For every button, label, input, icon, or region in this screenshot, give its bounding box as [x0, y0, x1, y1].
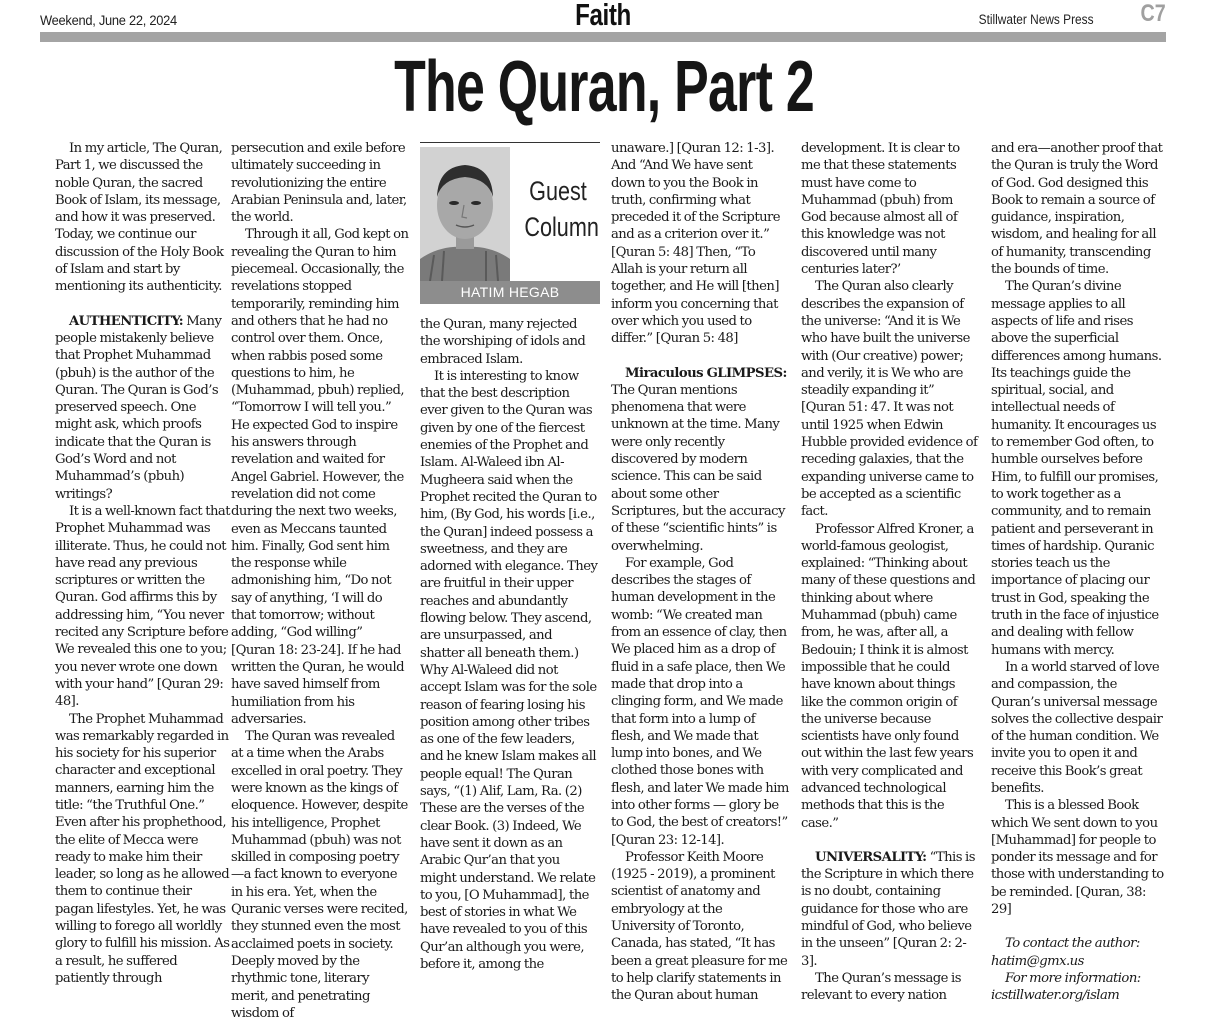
- paragraph: UNIVERSALITY: “This is the Scripture in which there is no doubt, containing guidance for those who are mindful of God, who believe in the unseen” [Quran 2: 2-3].: [801, 849, 975, 969]
- contact-label: To contact the author:: [1005, 936, 1140, 952]
- paragraph: the Quran, many rejected the worshiping of idols and embraced Islam.: [420, 317, 586, 367]
- author-photo: [420, 147, 510, 281]
- author-email-link[interactable]: hatim@gmx.us: [991, 953, 1084, 969]
- guest-column-box: [420, 142, 600, 306]
- paragraph: development. It is clear to me that these statements must have come to Muhammad (pbuh) from God because almost all of this knowledge was not discovered until many centuries later?’: [801, 141, 960, 278]
- paragraph: The Quran’s divine message applies to all aspects of life and rises above the superficial differences among humans. Its teachings guide the spiritual, social, and intellectual needs of humanity. It encourages us to remember God often, to humble ourselves before Him, to fulfill our promises, to work together as a community, and to remain patient and perseverant in times of hardship. Quranic stories teach us the importance of placing our trust in God, speaking the truth in the face of injustice and dealing with fellow humans with mercy.: [991, 279, 1162, 658]
- subhead-miraculous-glimpses: Miraculous GLIMPSES:: [625, 365, 787, 381]
- paragraph: For example, God describes the stages of human development in the womb: “We created man from an essence of clay, then We placed him as a drop of fluid in a safe place, then We made that drop into a clinging form, and We made that form into a lump of flesh, and We made that lump into bones, and We clothed those bones with flesh, and later We made him into other forms — glory be to God, the best of creators!” [Quran 23: 12-14].: [611, 555, 789, 848]
- paragraph: unaware.] [Quran 12: 1-3]. And “And We have sent down to you the Book in truth, confirming what preceded it of the Scripture and as a criterion over it.” [Quran 5: 48] Then, “To Allah is your return all together, and He will [then] inform you concerning that over which you used to differ.” [Quran 5: 48]: [611, 141, 781, 347]
- article-column-5: [801, 140, 979, 1005]
- paragraph: It is interesting to know that the best description ever given to the Quran was given by one of the fiercest enemies of the Prophet and Islam. Al-Waleed ibn Al-Mugheera said when the Prophet recited the Quran to him, (By God, his words [i.e., the Quran] indeed possess a sweetness, and they are adorned with elegance. They are fruitful in their upper reaches and abundantly flowing below. They ascend, are unsurpassed, and shatter all beneath them.) Why Al-Waleed did not accept Islam was for the sole reason of fearing losing his position among other tribes as one of the few leaders, and he knew Islam makes all people equal! The Quran says, “(1) Alif, Lam, Ra. (2) These are the verses of the clear Book. (3) Indeed, We have sent it down as an Arabic Qur’an that you might understand. We relate to you, [O Muhammad], the best of stories in what We have revealed to you of this Qur’an although you were, before it, among the: [420, 368, 598, 972]
- section-rule: [40, 32, 1166, 42]
- paragraph: This is a blessed Book which We sent down to you [Muhammad] for people to ponder its message and for those with understanding to be reminded. [Quran, 38: 29]: [991, 798, 1164, 918]
- paragraph: persecution and exile before ultimately succeeding in revolutionizing the entire Arabian Peninsula and, later, the world.: [231, 141, 407, 226]
- section-name: Faith: [575, 0, 631, 32]
- more-info-link[interactable]: icstillwater.org/islam: [991, 988, 1120, 1004]
- guest-column-label: Guest Column: [524, 176, 599, 242]
- paragraph: Miraculous GLIMPSES: The Quran mentions phenomena that were unknown at the time. Many were only recently discovered by modern science. This can be said about some other Scriptures, but the accuracy of these “scientific hints” is overwhelming.: [611, 365, 787, 554]
- author-byline: HATIM HEGAB: [420, 281, 600, 304]
- paragraph: The Quran’s message is relevant to every nation: [801, 970, 961, 1004]
- subhead-authenticity: AUTHENTICITY:: [69, 313, 184, 329]
- newspaper-name: Stillwater News Press: [979, 12, 1094, 27]
- paragraph: AUTHENTICITY: Many people mistakenly believe that Prophet Muhammad (pbuh) is the author of the Quran. The Quran is God’s preserved speech. One might ask, which proofs indicate that the Quran is God’s Word and not Muhammad’s (pbuh) writings?: [55, 313, 222, 502]
- article-column-2: [231, 140, 409, 1022]
- author-portrait-icon: [420, 147, 510, 281]
- paragraph: In a world starved of love and compassion, the Quran’s universal message solves the collective despair of the human condition. We invite you to open it and receive this Book’s great benefits.: [991, 659, 1163, 796]
- paragraph: Professor Keith Moore (1925 - 2019), a prominent scientist of anatomy and embryology at the University of Toronto, Canada, has stated, “It has been a great pleasure for me to help clarify statements in the Quran about human: [611, 849, 788, 1004]
- paragraph: It is a well-known fact that Prophet Muhammad was illiterate. Thus, he could not have read any previous scriptures or written the Quran. God affirms this by addressing him, “You never recited any Scripture before We revealed this one to you; you never wrote one down with your hand” [Quran 29: 48].: [55, 503, 230, 710]
- page-number: C7: [1140, 0, 1166, 27]
- paragraph: The Prophet Muhammad was remarkably regarded in his society for his superior character and exceptional manners, earning him the title: “the Truthful One.” Even after his prophethood, the elite of Mecca were ready to make him their leader, so long as he allowed them to continue their pagan lifestyles. Yet, he was willing to forego all worldly glory to fulfill his mission. As a result, he suffered patiently through: [55, 711, 230, 986]
- paragraph: Professor Alfred Kroner, a world-famous geologist, explained: “Thinking about many of these questions and thinking about where Muhammad (pbuh) came from, he was, after all, a Bedouin; I think it is almost impossible that he could have known about things like the common origin of the universe because scientists have only found out within the last few years with very complicated and advanced technological methods that this is the case.”: [801, 521, 976, 831]
- article-column-3: [420, 316, 598, 973]
- issue-date: Weekend, June 22, 2024: [40, 12, 177, 28]
- paragraph: The Quran also clearly describes the expansion of the universe: “And it is We who have built the universe with (Our creative) power; and verily, it is We who are steadily expanding it” [Quran 51: 47. It was not until 1925 when Edwin Hubble provided evidence of receding galaxies, that the expanding universe came to be accepted as a scientific fact.: [801, 279, 978, 520]
- article-headline: The Quran, Part 2: [394, 47, 814, 127]
- article-column-1: [55, 140, 233, 987]
- paragraph: Through it all, God kept on revealing the Quran to him piecemeal. Occasionally, the revelations stopped temporarily, reminding him and others that he had no control over them. Once, when rabbis posed some questions to him, he (Muhammad, pbuh) replied, “Tomorrow I will tell you.” He expected God to inspire his answers through revelation and waited for Angel Gabriel. However, the revelation did not come during the next two weeks, even as Meccans taunted him. Finally, God sent him the response while admonishing him, “Do not say of anything, ‘I will do that tomorrow; without adding, “God willing” [Quran 18: 23-24]. If he had written the Quran, he would have saved himself from humiliation from his adversaries.: [231, 227, 409, 727]
- more-info-label: For more information:: [1005, 970, 1141, 986]
- paragraph: In my article, The Quran, Part 1, we discussed the noble Quran, the sacred Book of Islam, its message, and how it was preserved. Today, we continue our discussion of the Holy Book of Islam and start by mentioning its authenticity.: [55, 141, 224, 295]
- subhead-universality: UNIVERSALITY:: [815, 849, 927, 865]
- paragraph: and era—another proof that the Quran is truly the Word of God. God designed this Book to remain a source of guidance, inspiration, wisdom, and healing for all of humanity, transcending the bounds of time.: [991, 141, 1163, 278]
- article-column-6: [991, 140, 1169, 1005]
- paragraph: The Quran was revealed at a time when the Arabs excelled in oral poetry. They were known as the kings of eloquence. However, despite his intelligence, Prophet Muhammad (pbuh) was not skilled in composing poetry—a fact known to everyone in his era. Yet, when the Quranic verses were recited, they stunned even the most acclaimed poets in society. Deeply moved by the rhythmic tone, literary merit, and penetrating wisdom of: [231, 729, 408, 1021]
- article-column-4: [611, 140, 789, 1005]
